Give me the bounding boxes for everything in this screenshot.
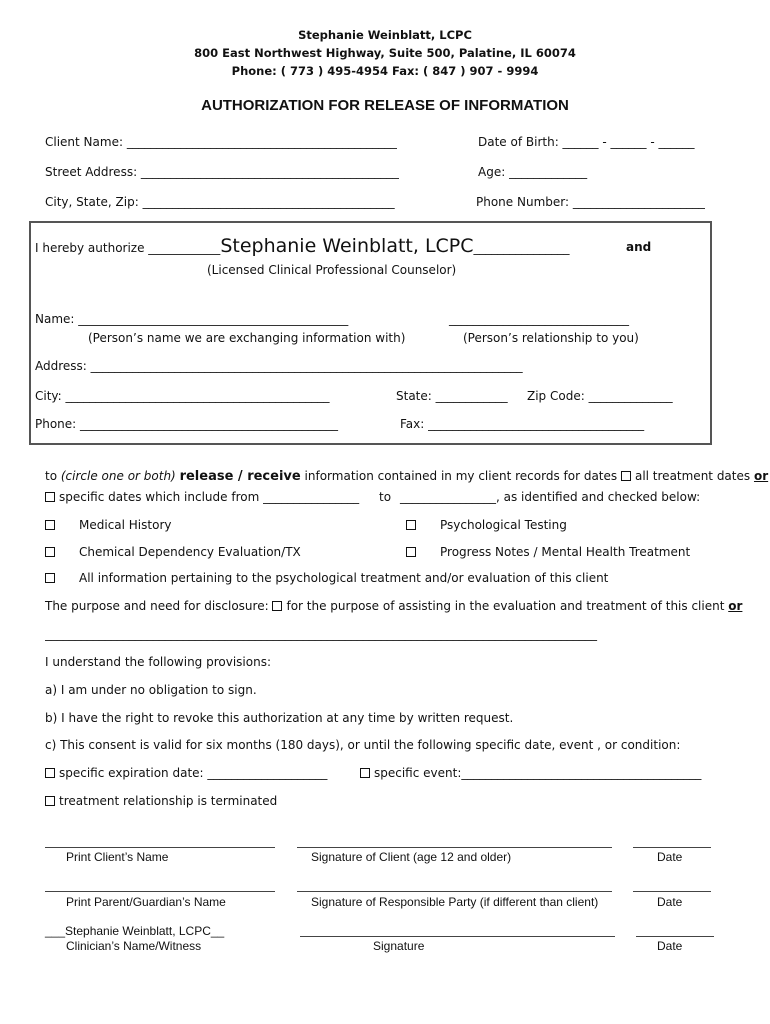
option-medical-history[interactable]: Medical History xyxy=(45,518,171,532)
dob-field[interactable]: Date of Birth: ______ - ______ - ______ xyxy=(478,135,695,149)
circle-instruction: (circle one or both) xyxy=(60,469,176,483)
date2-line[interactable] xyxy=(633,891,711,892)
option-chemical-dependency[interactable]: Chemical Dependency Evaluation/TX xyxy=(45,545,301,559)
party-name-caption: (Person’s name we are exchanging information with) xyxy=(88,331,406,345)
age-field[interactable]: Age: _____________ xyxy=(478,165,588,179)
clinician-signature-caption: Signature xyxy=(373,939,425,953)
terminated-option[interactable]: treatment relationship is terminated xyxy=(45,794,277,808)
and-label: and xyxy=(626,240,652,254)
street-address-field[interactable]: Street Address: ___________________________________________ xyxy=(45,165,399,179)
party-zip-field[interactable]: Zip Code: ______________ xyxy=(527,389,673,403)
terminated-checkbox[interactable] xyxy=(45,796,55,806)
specific-event-option[interactable]: specific event:________________________________________ xyxy=(360,766,720,780)
all-info-checkbox[interactable] xyxy=(45,573,55,583)
purpose-checkbox[interactable] xyxy=(272,601,282,611)
party-relationship-caption: (Person’s relationship to you) xyxy=(463,331,639,345)
date1-line[interactable] xyxy=(633,847,711,848)
specific-dates-checkbox[interactable] xyxy=(45,492,55,502)
specific-dates-to: to xyxy=(379,490,392,504)
client-signature-line[interactable] xyxy=(297,847,612,848)
date3-line[interactable] xyxy=(636,936,714,937)
specific-dates-line xyxy=(45,490,359,504)
party-fax-field[interactable]: Fax: ____________________________________ xyxy=(400,417,645,431)
provisions-intro: I understand the following provisions: xyxy=(45,655,272,669)
all-dates-checkbox[interactable] xyxy=(621,471,631,481)
client-name-field[interactable]: Client Name: _____________________________________________ xyxy=(45,135,397,149)
client-signature-caption: Signature of Client (age 12 and older) xyxy=(311,850,512,864)
party-address-field[interactable]: Address: ________________________________________________________________________ xyxy=(35,359,523,373)
psych-testing-checkbox[interactable] xyxy=(406,520,416,530)
specific-event-checkbox[interactable] xyxy=(360,768,370,778)
city-state-zip-field[interactable]: City, State, Zip: __________________________________________ xyxy=(45,195,395,209)
option-progress-notes[interactable]: Progress Notes / Mental Health Treatment xyxy=(406,545,690,559)
party-state-field[interactable]: State: ____________ xyxy=(396,389,508,403)
specific-dates-from[interactable]: specific dates which include from ________________ xyxy=(59,490,360,504)
print-client-caption: Print Client’s Name xyxy=(66,850,169,864)
responsible-signature-line[interactable] xyxy=(297,891,612,892)
option-psych-testing[interactable]: Psychological Testing xyxy=(406,518,567,532)
provision-b: b) I have the right to revoke this authorization at any time by written request. xyxy=(45,711,514,725)
medical-history-checkbox[interactable] xyxy=(45,520,55,530)
print-parent-line[interactable] xyxy=(45,891,275,892)
release-line: to (circle one or both) release / receive information contained in my client records for dates all treatment dates or xyxy=(45,469,769,484)
provision-c: c) This consent is valid for six months (180 days), or until the following specific date, event , or condition: xyxy=(45,738,681,752)
provision-a: a) I am under no obligation to sign. xyxy=(45,683,257,697)
purpose-label: The purpose and need for disclosure: xyxy=(45,599,269,613)
practice-name: Stephanie Weinblatt, LCPC xyxy=(298,28,472,42)
specific-dates-to-field[interactable]: ________________, as identified and checked below: xyxy=(400,490,701,504)
print-client-line[interactable] xyxy=(45,847,275,848)
progress-notes-checkbox[interactable] xyxy=(406,547,416,557)
option-all-info[interactable]: All information pertaining to the psychological treatment and/or evaluation of this client xyxy=(45,571,608,585)
practice-address: 800 East Northwest Highway, Suite 500, Palatine, IL 60074 xyxy=(194,46,576,60)
party-name-field[interactable]: Name: _____________________________________________ xyxy=(35,312,349,326)
date2-caption: Date xyxy=(657,895,683,909)
form-title: AUTHORIZATION FOR RELEASE OF INFORMATION xyxy=(201,97,569,114)
authorize-trail: ________________ xyxy=(473,241,570,255)
clinician-role: (Licensed Clinical Professional Counselor) xyxy=(207,263,457,277)
date1-caption: Date xyxy=(657,850,683,864)
practice-phone-fax: Phone: ( 773 ) 495-4954 Fax: ( 847 ) 907 - 9994 xyxy=(231,64,539,78)
purpose-line: The purpose and need for disclosure: for the purpose of assisting in the evaluation and treatment of this client or xyxy=(45,599,743,613)
responsible-signature-caption: Signature of Responsible Party (if different than client) xyxy=(311,895,599,909)
phone-number-field[interactable]: Phone Number: ______________________ xyxy=(476,195,705,209)
purpose-text: for the purpose of assisting in the evaluation and treatment of this client xyxy=(286,599,725,613)
clinician-name-field[interactable]: ___Stephanie Weinblatt, LCPC__ xyxy=(45,924,225,938)
authorize-lead: I hereby authorize ____________ xyxy=(35,241,221,255)
all-dates-label: all treatment dates xyxy=(634,469,751,483)
expiration-date-option[interactable]: specific expiration date: ____________________ xyxy=(45,766,327,780)
chemical-dependency-checkbox[interactable] xyxy=(45,547,55,557)
clinician-caption: Clinician’s Name/Witness xyxy=(66,939,202,953)
print-parent-caption: Print Parent/Guardian’s Name xyxy=(66,895,226,909)
purpose-other-field[interactable]: ____________________________________________________________________________________________ xyxy=(45,627,597,641)
party-phone-field[interactable]: Phone: ___________________________________________ xyxy=(35,417,339,431)
clinician-signature-line[interactable] xyxy=(300,936,615,937)
release-receive-option[interactable]: release / receive xyxy=(179,469,301,484)
authorized-clinician: Stephanie Weinblatt, LCPC xyxy=(220,235,474,257)
authorize-line xyxy=(35,236,570,258)
date3-caption: Date xyxy=(657,939,683,953)
expiration-date-checkbox[interactable] xyxy=(45,768,55,778)
party-relationship-field[interactable]: ______________________________ xyxy=(449,312,629,326)
party-city-field[interactable]: City: ____________________________________________ xyxy=(35,389,330,403)
